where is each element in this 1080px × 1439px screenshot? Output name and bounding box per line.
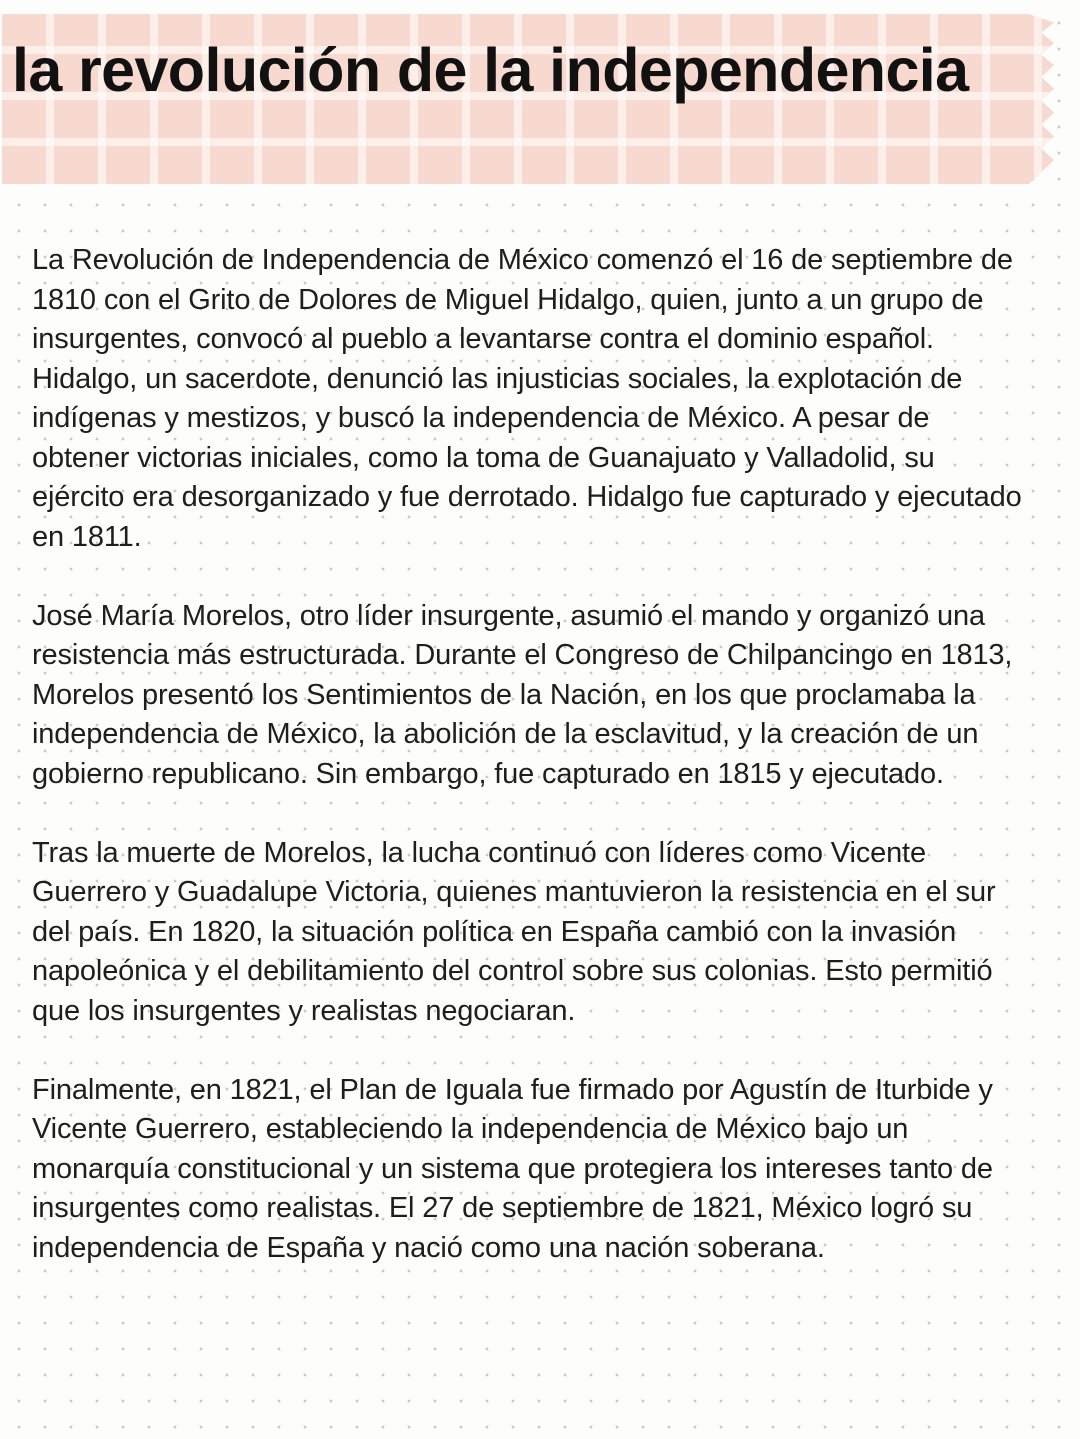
paragraph-iguala: Finalmente, en 1821, el Plan de Iguala fue firmado por Agustín de Iturbide y Vicente Guerrero, estableciendo la independencia de México bajo un monarquía constitucional y un sistema que protegiera los intereses tanto de insurgentes como realistas. El 27 de septiembre de 1821, México logró su independencia de España y nació como una nación soberana. [32, 1073, 993, 1264]
paragraph-hidalgo: La Revolución de Independencia de México comenzó el 16 de septiembre de 1810 con el Grito de Dolores de Miguel Hidalgo, quien, junto a un grupo de insurgentes, convocó al pueblo a levantarse contra el dominio español. Hidalgo, un sacerdote, denunció las injusticias sociales, la explotación de indígenas y mestizos, y buscó la independencia de México. A pesar de obtener victorias iniciales, como la toma de Guanajuato y Valladolid, su ejército era desorganizado y fue derrotado. Hidalgo fue capturado y ejecutado en 1811. [32, 244, 1022, 553]
page-title: la revolución de la independencia [12, 36, 969, 104]
paragraph-morelos: José María Morelos, otro líder insurgente, asumió el mando y organizó una resistencia más estructurada. Durante el Congreso de Chilpancingo en 1813, Morelos presentó los Sentimientos de la Nación, en los que proclamaba la independencia de México, la abolición de la esclavitud, y la creación de un gobierno republicano. Sin embargo, fue capturado en 1815 y ejecutado. [32, 599, 1013, 790]
paragraph-guerrero: Tras la muerte de Morelos, la lucha continuó con líderes como Vicente Guerrero y Guadalupe Victoria, quienes mantuvieron la resistencia en el sur del país. En 1820, la situación política en España cambió con la invasión napoleónica y el debilitamiento del control sobre sus colonias. Esto permitió que los insurgentes y realistas negociaran. [32, 836, 996, 1027]
document-body [32, 241, 1032, 1308]
